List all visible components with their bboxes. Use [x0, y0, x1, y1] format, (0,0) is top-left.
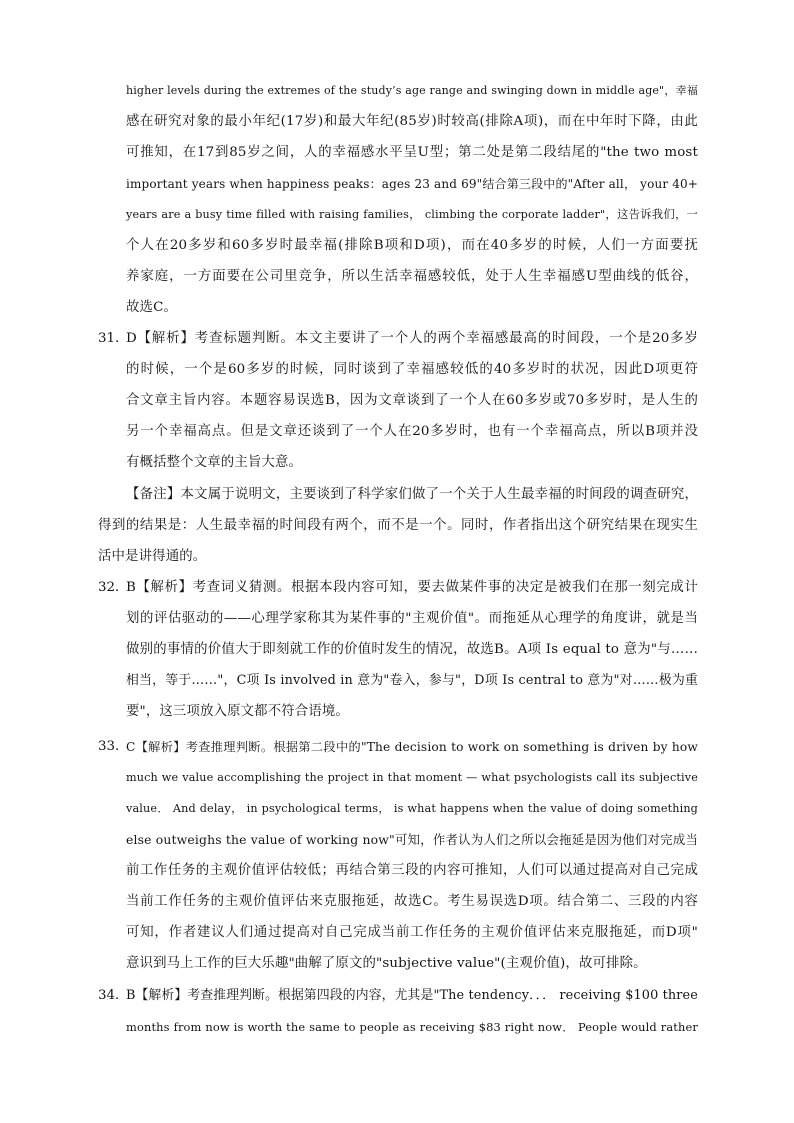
- q33-line-3: value． And delay， in psychological terms， is what happens when the value of doing something: [126, 802, 698, 815]
- q30-line-3: 可推知，在17到85岁之间，人的幸福感水平呈U型；第二处是第二段结尾的"the two most: [126, 145, 698, 160]
- q32-line-1: B【解析】考查词义猜测。根据本段内容可知，要去做某件事的决定是被我们在那一刻完成计: [126, 580, 698, 595]
- q31-line-2: 的时候，一个是60多岁的时候，同时谈到了幸福感较低的40多岁时的状况，因此D项更符: [126, 362, 698, 377]
- question-number-33: 33．: [98, 739, 129, 754]
- q31-line-5: 有概括整个文章的主旨大意。: [126, 455, 303, 470]
- q30-line-4: important years when happiness peaks：ages 23 and 69"结合第三段中的"After all， your 40+: [126, 177, 698, 191]
- q30-line-8: 故选C。: [126, 300, 178, 315]
- question-number-31: 31．: [98, 331, 129, 346]
- q33-line-6: 当前工作任务的主观价值评估来克服拖延，故选C。考生易误选D项。结合第二、三段的内容: [126, 894, 698, 909]
- q30-line-2: 感在研究对象的最小年纪(17岁)和最大年纪(85岁)时较高(排除A项)，而在中年时下降，由此: [126, 114, 698, 129]
- note-line-2: 得到的结果是：人生最幸福的时间段有两个，而不是一个。同时，作者指出这个研究结果在现实生: [98, 518, 698, 533]
- q30-line-7: 养家庭，一方面要在公司里竞争，所以生活幸福感较低，处于人生幸福感U型曲线的低谷，: [126, 269, 698, 284]
- q31-line-3: 合文章主旨内容。本题容易误选B，因为文章谈到了一个人在60多岁或70多岁时，是人生的: [126, 393, 698, 408]
- q33-line-8: 意识到马上工作的巨大乐趣"曲解了原文的"subjective value"(主观价值)，故可排除。: [126, 956, 647, 971]
- question-number-32: 32．: [98, 580, 129, 595]
- q31-line-1: D【解析】考查标题判断。本文主要讲了一个人的两个幸福感最高的时间段，一个是20多岁: [126, 331, 698, 346]
- q33-line-7: 可知，作者建议人们通过提高对自己完成当前工作任务的主观价值评估来克服拖延，而D项": [126, 925, 698, 940]
- note-line-3: 活中是讲得通的。: [98, 549, 207, 564]
- q32-line-5: 要"，这三项放入原文都不符合语境。: [126, 704, 349, 719]
- note-line-1: 【备注】本文属于说明文，主要谈到了科学家们做了一个关于人生最幸福的时间段的调查研究，: [126, 487, 698, 502]
- question-number-34: 34．: [98, 988, 129, 1003]
- q33-line-1: C【解析】考查推理判断。根据第二段中的"The decision to work on something is driven by how: [126, 740, 698, 754]
- q31-line-4: 另一个幸福高点。但是文章还谈到了一个人在20多岁时，也有一个幸福高点，所以B项并没: [126, 424, 698, 439]
- q34-line-1: B【解析】考查推理判断。根据第四段的内容，尤其是"The tendency．．． receiving $100 three: [126, 988, 698, 1003]
- q34-line-2: months from now is worth the same to people as receiving $83 right now． People would rather: [126, 1020, 698, 1034]
- q32-line-4: 相当，等于……"，C项 Is involved in 意为"卷入，参与"，D项 Is central to 意为"对……极为重: [126, 673, 698, 688]
- q30-line-6: 个人在20多岁和60多岁时最幸福(排除B项和D项)，而在40多岁的时候，人们一方面要抚: [126, 238, 698, 253]
- q30-line-5: years are a busy time filled with raising families， climbing the corporate ladder"，这告诉我们，一: [126, 208, 698, 221]
- q32-line-2: 划的评估驱动的——心理学家称其为某件事的"主观价值"。而拖延从心理学的角度讲，就是当: [126, 611, 698, 626]
- q32-line-3: 做别的事情的价值大于即刻就工作的价值时发生的情况，故选B。A项 Is equal to 意为"与……: [126, 642, 698, 657]
- q33-line-5: 前工作任务的主观价值评估较低；再结合第三段的内容可推知，人们可以通过提高对自己完成: [126, 863, 698, 878]
- q33-line-4: else outweighs the value of working now"可知，作者认为人们之所以会拖延是因为他们对完成当: [126, 832, 698, 847]
- q33-line-2: much we value accomplishing the project in that moment — what psychologists call its subjective: [126, 771, 698, 784]
- q30-line-1: higher levels during the extremes of the study’s age range and swinging down in middle age"，幸福: [126, 84, 698, 97]
